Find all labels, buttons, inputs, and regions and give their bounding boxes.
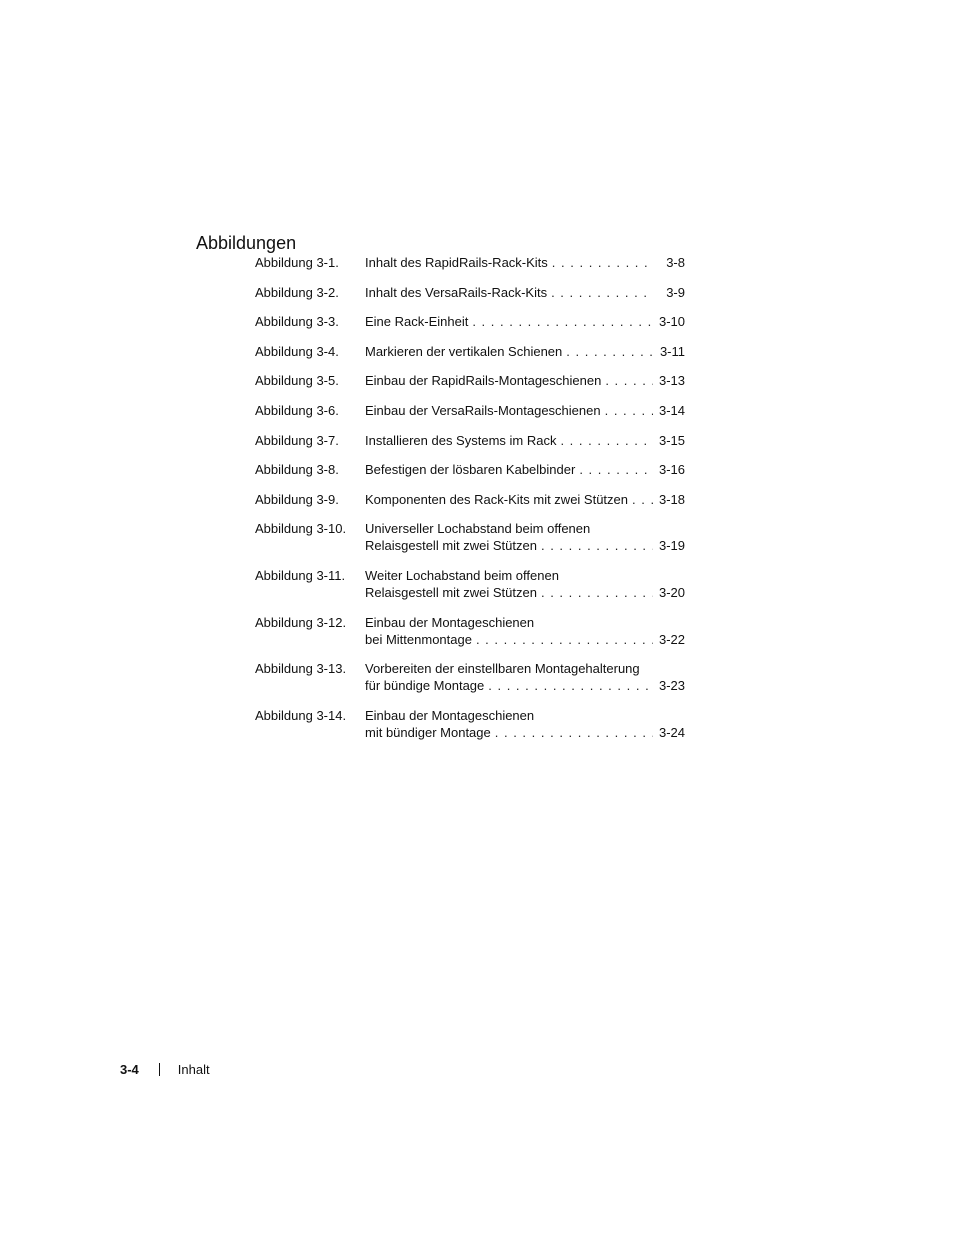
figure-entry-page: 3-16 [658, 462, 685, 478]
footer-page-number: 3-4 [120, 1062, 139, 1077]
figure-entry-label: Abbildung 3-1. [255, 255, 339, 270]
figure-entry[interactable] [255, 567, 685, 601]
figure-entry-title-line: Komponenten des Rack-Kits mit zwei Stützen [365, 491, 629, 507]
figure-entry-label: Abbildung 3-7. [255, 432, 339, 448]
figure-entry[interactable] [255, 372, 685, 389]
figure-entry-page: 3-15 [658, 432, 685, 448]
figure-entry-label: Abbildung 3-3. [255, 314, 339, 330]
figure-entry[interactable] [255, 614, 685, 648]
figure-entry-label: Abbildung 3-9. [255, 491, 339, 507]
figure-entry-last-line [365, 724, 685, 741]
figure-entry-last-line [365, 677, 685, 694]
figure-entry-page: 3-24 [658, 724, 685, 740]
figure-entry-label: Abbildung 3-4. [255, 343, 339, 359]
figure-entry-label: Abbildung 3-5. [255, 373, 339, 389]
figure-entry-title-line: Markieren der vertikalen Schienen [365, 343, 563, 359]
figure-entry-title-line: bei Mittenmontage [365, 631, 472, 647]
figure-entry-title [365, 254, 685, 271]
figure-entry-title-line: für bündige Montage [365, 678, 485, 694]
figure-entry-label: Abbildung 3-13. [255, 661, 347, 677]
figure-entry-last-line [365, 432, 685, 449]
figure-entry[interactable] [255, 432, 685, 449]
figure-entry-title-line: Installieren des Systems im Rack [365, 432, 557, 448]
dot-leader [488, 677, 653, 694]
figure-entry[interactable] [255, 660, 685, 694]
figure-entry-last-line [365, 631, 685, 648]
dot-leader [605, 402, 653, 419]
figure-entry-page: 3-22 [658, 631, 685, 647]
dot-leader [551, 284, 653, 301]
dot-leader [552, 254, 653, 271]
figure-entry-label: Abbildung 3-11. [255, 567, 346, 583]
figure-entry-title [365, 491, 685, 508]
figure-entry-title [365, 567, 685, 601]
figure-entry-page: 3-9 [666, 284, 685, 300]
dot-leader [541, 537, 653, 554]
figure-entry-page: 3-19 [658, 538, 685, 554]
figure-entry[interactable] [255, 402, 685, 419]
footer-section-name: Inhalt [177, 1062, 210, 1077]
figure-entry[interactable] [255, 254, 685, 271]
figure-entry-last-line [365, 254, 685, 271]
figure-entry-title-line: Einbau der Montageschienen [365, 614, 535, 630]
figure-entry-title [365, 402, 685, 419]
figure-entry-title [365, 284, 685, 301]
figure-entry-title-line: Einbau der Montageschienen [365, 707, 535, 723]
figure-entry-label: Abbildung 3-10. [255, 521, 347, 537]
figure-entry-last-line [365, 402, 685, 419]
figure-entry-title [365, 520, 685, 554]
dot-leader [566, 343, 653, 360]
dot-leader [476, 631, 653, 648]
figure-entry-label: Abbildung 3-2. [255, 284, 339, 300]
figure-entry-title-line: Weiter Lochabstand beim offenen [365, 567, 559, 583]
figure-entry-last-line [365, 491, 685, 508]
figure-entry-title-line: mit bündiger Montage [365, 724, 491, 740]
figure-entry-page: 3-8 [666, 255, 685, 270]
figure-entry[interactable] [255, 707, 685, 741]
dot-leader [560, 432, 653, 449]
figure-entry-title-line: Befestigen der lösbaren Kabelbinder [365, 462, 576, 478]
figure-entry-title-line: Relaisgestell mit zwei Stützen [365, 538, 537, 554]
figure-entry-page: 3-13 [658, 373, 685, 389]
figure-entry-title-line: Inhalt des VersaRails-Rack-Kits [365, 284, 548, 300]
footer-separator [159, 1063, 160, 1076]
figure-entry-title-line: Eine Rack-Einheit [365, 314, 469, 330]
figure-entry-page: 3-23 [658, 678, 685, 694]
figure-entry-title-line: Vorbereiten der einstellbaren Montagehalterung [365, 661, 640, 677]
dot-leader [579, 461, 653, 478]
figure-entry-title-line: Inhalt des RapidRails-Rack-Kits [365, 255, 548, 270]
figure-entry-last-line [365, 537, 685, 554]
figure-entry-title-line: Einbau der VersaRails-Montageschienen [365, 402, 601, 418]
figure-entry-title [365, 343, 685, 360]
figure-entry-last-line [365, 313, 685, 330]
figure-entry-page: 3-10 [658, 314, 685, 330]
figure-entry-page: 3-14 [658, 402, 685, 418]
dot-leader [541, 584, 653, 601]
figure-entry-label: Abbildung 3-14. [255, 707, 347, 723]
figure-entry-label: Abbildung 3-6. [255, 402, 339, 418]
figure-entry-title [365, 432, 685, 449]
figure-entry[interactable] [255, 343, 685, 360]
figure-entry-label: Abbildung 3-12. [255, 614, 347, 630]
figure-entry-page: 3-18 [658, 491, 685, 507]
figure-entry[interactable] [255, 313, 685, 330]
figure-entry-title-line: Relaisgestell mit zwei Stützen [365, 584, 537, 600]
figure-entry-page: 3-20 [658, 584, 685, 600]
dot-leader [495, 724, 653, 741]
figure-entry-title [365, 614, 685, 648]
figure-entry[interactable] [255, 284, 685, 301]
figure-entry-title [365, 707, 685, 741]
figure-entry-title [365, 372, 685, 389]
figure-entry-title [365, 660, 685, 694]
figure-entry-title-line: Universeller Lochabstand beim offenen [365, 521, 591, 537]
dot-leader [472, 313, 653, 330]
page-footer [120, 1061, 210, 1077]
dot-leader [605, 372, 653, 389]
figure-entry-last-line [365, 461, 685, 478]
figure-entry-last-line [365, 584, 685, 601]
figure-entry-title-line: Einbau der RapidRails-Montageschienen [365, 373, 602, 389]
figure-entry-page: 3-11 [659, 343, 685, 359]
figure-entry-title [365, 313, 685, 330]
section-heading: Abbildungen [196, 232, 297, 253]
figure-entry-last-line [365, 343, 685, 360]
dot-leader [632, 491, 653, 508]
figure-entry-last-line [365, 372, 685, 389]
figure-list [255, 254, 685, 753]
figure-entry-label: Abbildung 3-8. [255, 462, 339, 478]
figure-entry[interactable] [255, 461, 685, 478]
figure-entry[interactable] [255, 491, 685, 508]
figure-entry-last-line [365, 284, 685, 301]
figure-entry-title [365, 461, 685, 478]
figure-entry[interactable] [255, 520, 685, 554]
